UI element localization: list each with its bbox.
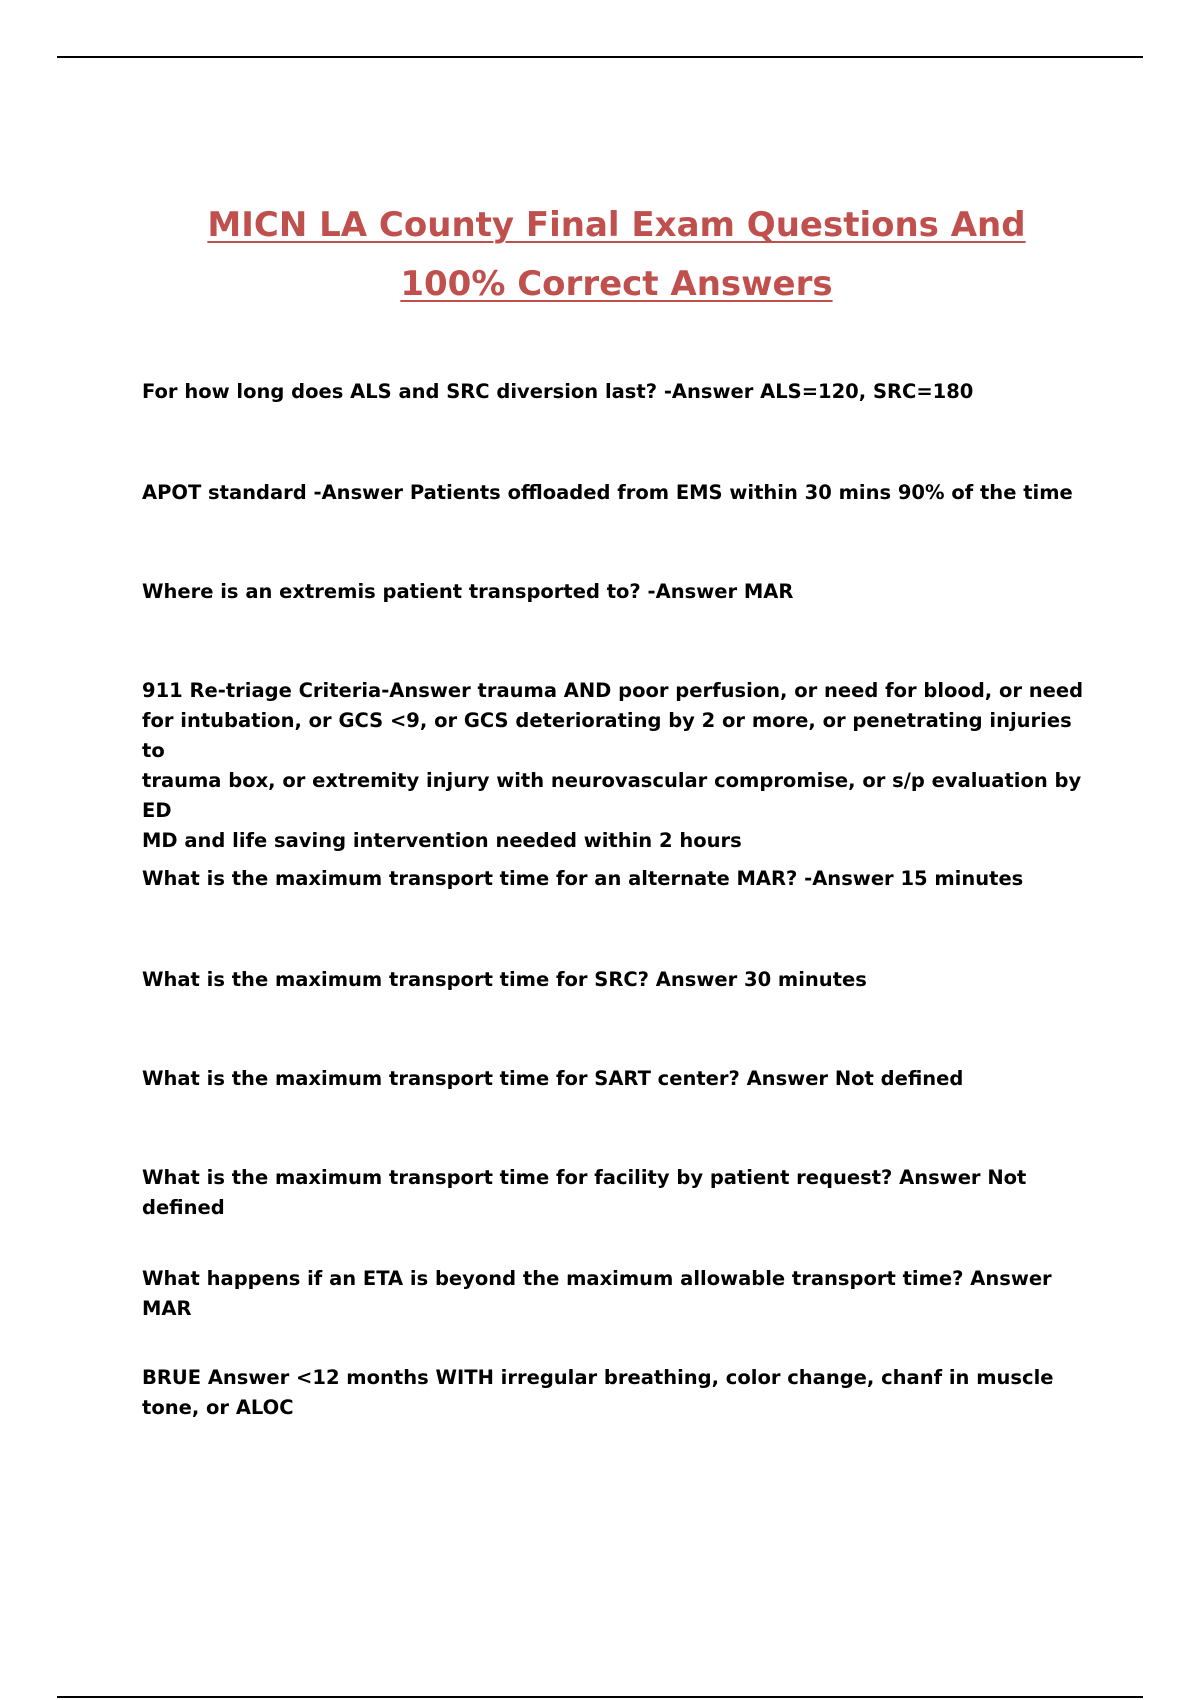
qa-item: 911 Re-triage Criteria-Answer trauma AND poor perfusion, or need for blood, or need for intubation, or GCS <9, or GCS deteriorating by 2 or more, or penetrating injuries to trauma box, or extremity injury with neurovascular compromise, or s/p evaluation by ED MD and life saving intervention needed within 2 hours [142, 679, 1084, 852]
qa-item: What is the maximum transport time for SRC? Answer 30 minutes [142, 968, 867, 991]
title-line-1: MICN LA County Final Exam Questions And [207, 205, 1026, 245]
qa-item: For how long does ALS and SRC diversion last? -Answer ALS=120, SRC=180 [142, 380, 974, 403]
bottom-rule [57, 1696, 1143, 1698]
qa-item: What is the maximum transport time for an alternate MAR? -Answer 15 minutes [142, 867, 1024, 890]
qa-item: What happens if an ETA is beyond the maximum allowable transport time? Answer MAR [142, 1267, 1052, 1320]
title-line-2: 100% Correct Answers [400, 264, 833, 304]
qa-item: What is the maximum transport time for SART center? Answer Not defined [142, 1067, 964, 1090]
document-title [0, 196, 1200, 314]
qa-item: BRUE Answer <12 months WITH irregular breathing, color change, chanf in muscle tone, or ALOC [142, 1366, 1054, 1419]
qa-item: What is the maximum transport time for facility by patient request? Answer Not defined [142, 1166, 1027, 1219]
qa-item: APOT standard -Answer Patients offloaded from EMS within 30 mins 90% of the time [142, 481, 1073, 504]
qa-item: Where is an extremis patient transported to? -Answer MAR [142, 580, 794, 603]
top-rule [57, 56, 1143, 58]
